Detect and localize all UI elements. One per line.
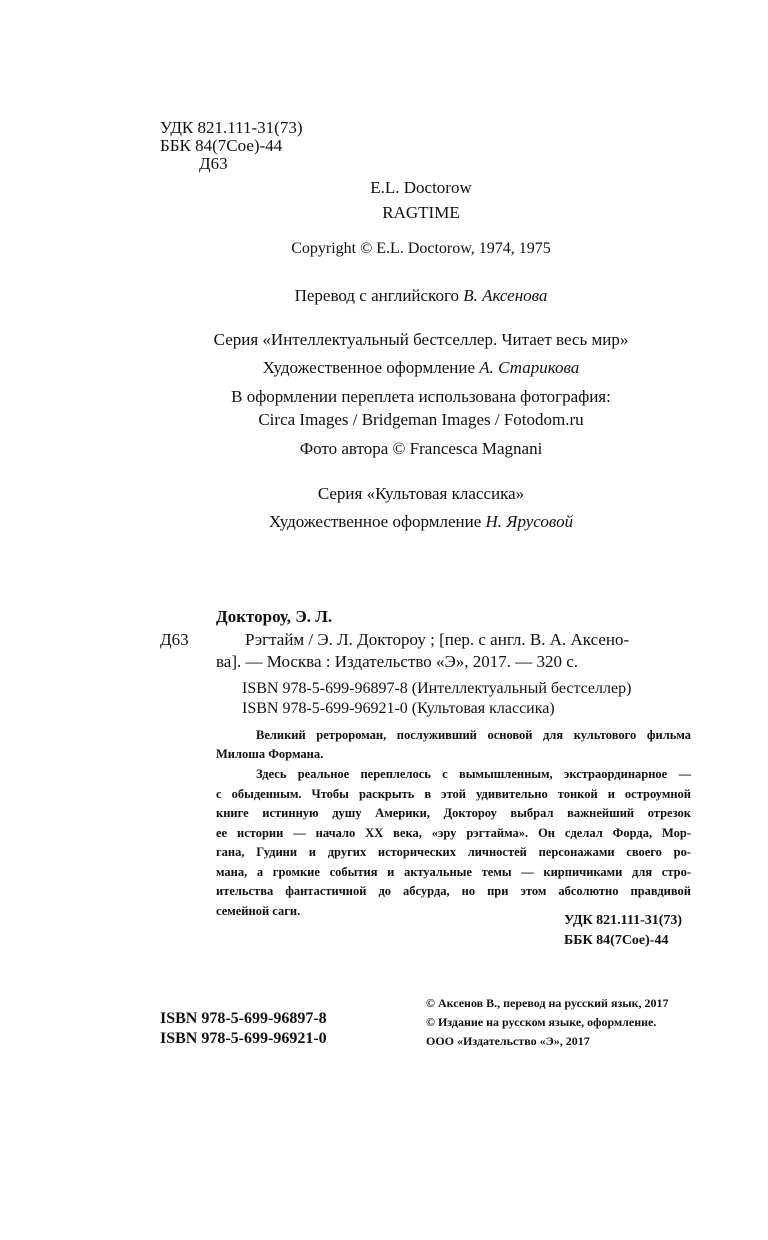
annotation-line: семейной саги. [216,904,301,918]
catalog-mark: Д63 [160,630,189,649]
footer-isbn1: ISBN 978-5-699-96897-8 [160,1010,327,1027]
series1-design [37,359,768,376]
footer-copyright2: © Издание на русском языке, оформление. [426,1015,657,1029]
annotation-line: книге истинную душу Америки, Доктороу выбрал важнейший отрезок [216,806,691,820]
catalog-bbk: ББК 84(7Сое)-44 [564,933,669,948]
annotation-line: Здесь реальное переплелось с вымышленным, экстраординарное — [256,767,691,781]
original-title: RAGTIME [382,203,460,222]
photo-credits: Circa Images / Bridgeman Images / Fotodom.ru [258,410,584,429]
catalog-udk: УДК 821.111-31(73) [564,913,683,928]
footer-copyright1: © Аксенов В., перевод на русский язык, 2017 [426,996,669,1010]
design-label: Художественное оформление [268,512,482,531]
catalog-entry-line1: Рэгтайм / Э. Л. Доктороу ; [пер. с англ. В. А. Аксено- [245,630,630,649]
annotation-line: Милоша Формана. [216,747,324,761]
cover-photo-label: В оформлении переплета использована фотография: [231,387,611,406]
designer: Н. Ярусовой [485,512,574,531]
catalog-isbn1: ISBN 978-5-699-96897-8 (Интеллектуальный бестселлер) [242,680,632,697]
annotation-line: с обыденным. Чтобы раскрыть в этой удивительно тонкой и остроумной [216,787,691,801]
original-author: E.L. Doctorow [370,178,472,197]
annotation-line: гана, Гудини и других исторических личностей персонажами своего ро- [216,845,691,859]
translator: В. Аксенова [463,286,548,305]
translation-label: Перевод с английского [294,286,459,305]
udk-code: УДК 821.111-31(73) [160,118,303,137]
annotation-line: Великий ретророман, послуживший основой для культового фильма [256,728,691,742]
footer-copyright3: ООО «Издательство «Э», 2017 [426,1034,590,1048]
annotation-line: ее истории — начало XX века, «эру рэгтайма». Он сделал Форда, Мор- [216,826,691,840]
bbk-code: ББК 84(7Сое)-44 [160,136,283,155]
original-copyright: Copyright © E.L. Doctorow, 1974, 1975 [291,240,551,257]
catalog-entry-line2: ва]. — Москва : Издательство «Э», 2017. — 320 с. [216,652,579,671]
catalog-isbn2: ISBN 978-5-699-96921-0 (Культовая классика) [242,700,555,717]
footer-isbn2: ISBN 978-5-699-96921-0 [160,1030,327,1047]
series2-title: Серия «Культовая классика» [317,484,525,503]
translation-credit [37,287,768,304]
author-mark: Д63 [199,154,228,173]
series1-title: Серия «Интеллектуальный бестселлер. Читает весь мир» [213,330,629,349]
annotation-line: ительства фантастичной до абсурда, но при этом абсолютно правдивой [216,884,691,898]
series2-design [37,513,768,530]
design-label: Художественное оформление [262,358,476,377]
author-photo-credit: Фото автора © Francesca Magnani [299,439,543,458]
designer: А. Старикова [479,358,580,377]
catalog-heading: Доктороу, Э. Л. [216,607,333,626]
annotation-line: мана, а громкие события и актуальные темы — кирпичиками для стро- [216,865,691,879]
